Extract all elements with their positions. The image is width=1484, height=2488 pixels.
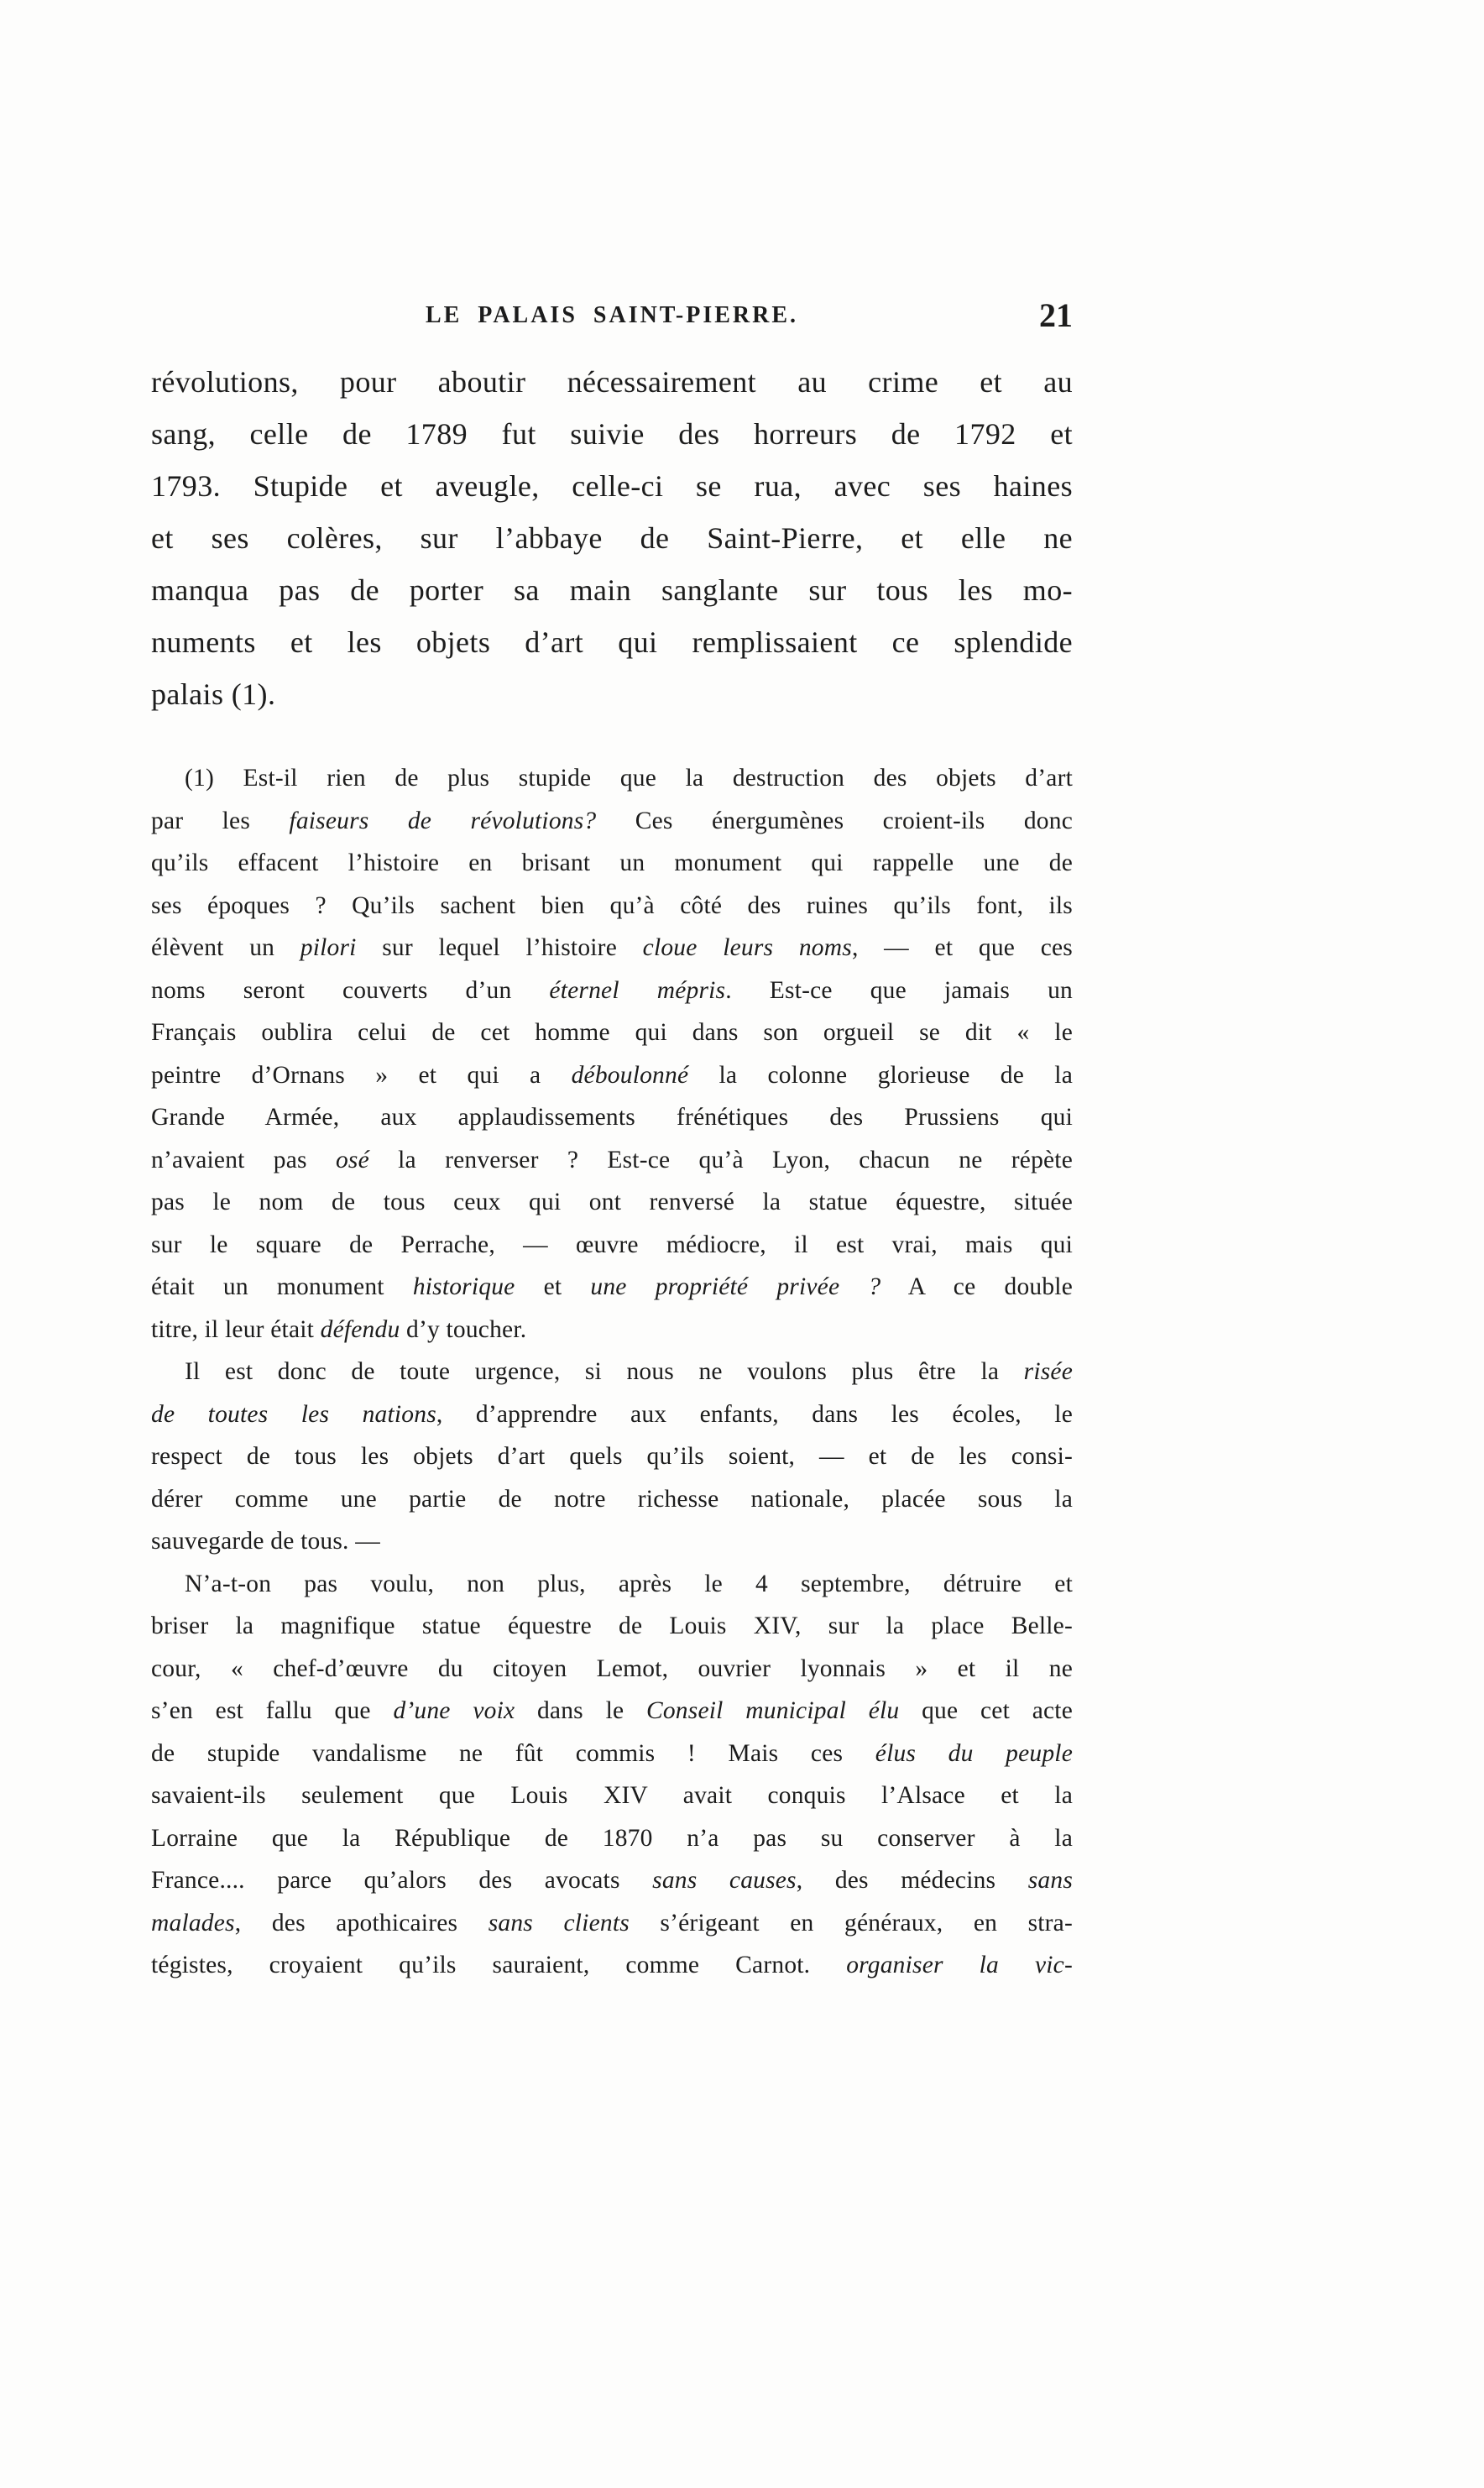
text-line: dérer comme une partie de notre richesse nationale, placée sous la [151,1485,1073,1513]
footnote-paragraph-2 [151,1351,1073,1563]
text-line: Il est donc de toute urgence, si nous ne voulons plus être la risée [185,1358,1073,1385]
text-line: respect de tous les objets d’art quels qu’ils soient, — et de les consi- [151,1443,1073,1470]
text-line: France.... parce qu’alors des avocats sans causes, des médecins sans [151,1867,1073,1894]
text-line: briser la magnifique statue équestre de Louis XIV, sur la place Belle- [151,1612,1073,1639]
text-line: (1) Est-il rien de plus stupide que la destruction des objets d’art [185,765,1073,792]
footnote-paragraph-3 [151,1563,1073,1987]
text-line: palais (1). [151,677,276,711]
text-line: révolutions, pour aboutir nécessairement au crime et au [151,365,1073,399]
text-line: sur le square de Perrache, — œuvre médiocre, il est vrai, mais qui [151,1231,1073,1258]
text-line: Français oublira celui de cet homme qui dans son orgueil se dit « le [151,1019,1073,1046]
text-line: tégistes, croyaient qu’ils sauraient, comme Carnot. organiser la vic- [151,1952,1073,1978]
text-line: n’avaient pas osé la renverser ? Est-ce qu’à Lyon, chacun ne répète [151,1146,1073,1173]
page-number: 21 [1039,296,1073,334]
text-line: et ses colères, sur l’abbaye de Saint-Pierre, et elle ne [151,521,1073,555]
running-header [151,295,1073,337]
text-line: malades, des apothicaires sans clients s’érigeant en généraux, en stra- [151,1909,1073,1937]
text-line: noms seront couverts d’un éternel mépris. Est-ce que jamais un [151,976,1073,1004]
text-line: s’en est fallu que d’une voix dans le Conseil municipal élu que cet acte [151,1697,1073,1724]
text-line: qu’ils effacent l’histoire en brisant un monument qui rappelle une de [151,849,1073,876]
text-line: 1793. Stupide et aveugle, celle-ci se rua, avec ses haines [151,469,1073,503]
text-line: Lorraine que la République de 1870 n’a pas su conserver à la [151,1824,1073,1852]
text-line: savaient-ils seulement que Louis XIV avait conquis l’Alsace et la [151,1782,1073,1809]
body-paragraph [151,356,1073,720]
text-line: de stupide vandalisme ne fût commis ! Mais ces élus du peuple [151,1739,1074,1767]
running-header-title: LE PALAIS SAINT-PIERRE. [425,302,799,328]
text-line: peintre d’Ornans » et qui a déboulonné la colonne glorieuse de la [151,1061,1074,1089]
text-line: cour, « chef-d’œuvre du citoyen Lemot, ouvrier lyonnais » et il ne [151,1654,1073,1682]
text-line: pas le nom de tous ceux qui ont renversé la statue équestre, située [151,1189,1073,1215]
footnote-paragraph-1 [151,757,1073,1351]
text-line: était un monument historique et une propriété privée ? A ce double [151,1273,1073,1300]
footnote-section [151,757,1073,1987]
text-line: N’a-t-on pas voulu, non plus, après le 4 septembre, détruire et [185,1570,1073,1597]
text-line: par les faiseurs de révolutions? Ces énergumènes croient-ils donc [151,807,1073,834]
text-line: numents et les objets d’art qui remplissaient ce splendide [151,625,1073,659]
text-line: titre, il leur était défendu d’y toucher. [151,1315,527,1343]
text-line: sang, celle de 1789 fut suivie des horreurs de 1792 et [151,417,1073,451]
text-line: sauvegarde de tous. — [151,1528,380,1555]
text-line: Grande Armée, aux applaudissements frénétiques des Prussiens qui [151,1104,1073,1131]
text-line: de toutes les nations, d’apprendre aux enfants, dans les écoles, le [151,1400,1073,1428]
text-line: élèvent un pilori sur lequel l’histoire cloue leurs noms, — et que ces [151,934,1073,961]
text-line: manqua pas de porter sa main sanglante sur tous les mo- [151,573,1073,607]
text-line: ses époques ? Qu’ils sachent bien qu’à côté des ruines qu’ils font, ils [151,891,1073,919]
